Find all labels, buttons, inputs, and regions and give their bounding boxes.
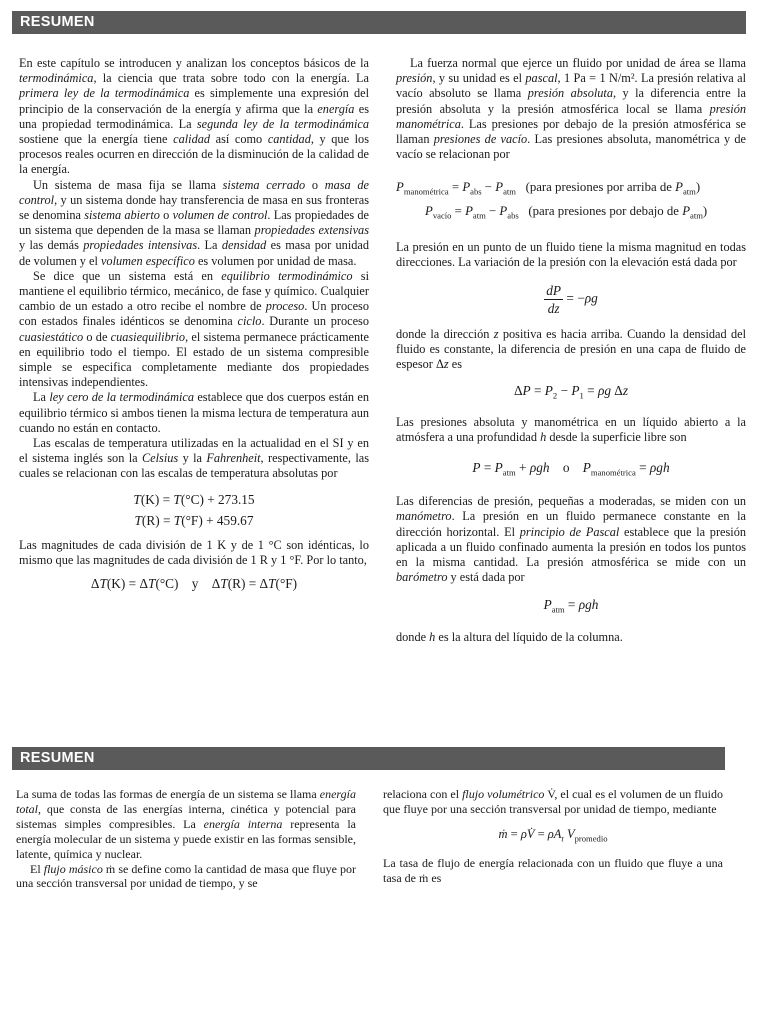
italic-term: energía total bbox=[16, 787, 356, 816]
equation-gauge-pressure: $P_{manométrica} = P_{abs} - P_{atm}$ (para presiones por arriba de $P_{atm}$) bbox=[396, 180, 701, 197]
italic-term: presión absoluta bbox=[527, 86, 613, 101]
italic-term: principio de Pascal bbox=[519, 524, 620, 539]
paragraph: Un sistema de masa fija se llama sistema cerrado o masa de control, y un sistema donde hay transferencia de masa en sus fronteras se denomina sistema abierto o volumen de control. Las propiedades de un sistema que dependen de la masa se llaman propiedades extensivas y las demás propiedades intensivas. La densidad es masa por unidad de volumen y el volumen específico es volumen por unidad de masa. bbox=[19, 177, 370, 268]
italic-term: z bbox=[443, 357, 449, 372]
italic-term: proceso bbox=[265, 299, 305, 314]
paragraph: Las escalas de temperatura utilizadas en la actualidad en el SI y en el sistema inglés son la Celsius y la Fahrenheit, respectivamente, las cuales se relacionan con las escalas de temperatura absolutas por bbox=[19, 436, 369, 481]
section-header-title: RESUMEN bbox=[20, 750, 95, 766]
paragraph: relaciona con el flujo volumétrico V̇, el cual es el volumen de un fluido que fluye por una sección transversal por unidad de tiempo, mediante bbox=[383, 787, 723, 816]
italic-term: cuasiequilibrio bbox=[110, 329, 186, 344]
paragraph: La ley cero de la termodinámica establece que dos cuerpos están en equilibrio térmico si ambos tienen la misma lectura de temperatura aun cuando no están en contacto. bbox=[19, 390, 369, 435]
text-column-1 bbox=[19, 56, 369, 593]
italic-term: densidad bbox=[221, 238, 267, 253]
paragraph: Se dice que un sistema está en equilibrio termodinámico si mantiene el equilibrio térmico, mecánico, de fase y químico. Cualquier cambio de un estado a otro recibe el nombre de proceso. Un proceso con estados finales idénticos se denomina ciclo. Durante un proceso cuasiestático o de cuasiequilibrio, el sistema permanece prácticamente en equilibrio todo el tiempo. El estado de un sistema compresible simple se especifica completamente mediante dos propiedades intensivas independientes. bbox=[19, 268, 369, 390]
italic-term: manómetro bbox=[396, 509, 452, 524]
italic-term: z bbox=[493, 326, 499, 341]
italic-term: pascal bbox=[525, 71, 558, 86]
paragraph: donde la dirección z positiva es hacia arriba. Cuando la densidad del fluido es constante, la diferencia de presión en una capa de fluido de espesor Δz es bbox=[396, 326, 746, 372]
italic-term: flujo másico bbox=[43, 861, 103, 876]
italic-term: h bbox=[540, 430, 547, 445]
paragraph: El flujo másico ṁ se define como la cantidad de masa que fluye por una sección transversal por unidad de tiempo, y se bbox=[16, 861, 356, 891]
italic-term: presiones de vacío bbox=[433, 132, 528, 147]
equation-absolute-pressure: $P = P_{atm} + \rho gh$ o $P_{manométrica} = \rho gh$ bbox=[472, 459, 670, 478]
equation-rankine: T(R) = T(°F) + 459.67 bbox=[134, 512, 254, 528]
italic-term: energía bbox=[317, 101, 355, 116]
text-column-2 bbox=[396, 56, 746, 645]
equation-note: (para presiones por debajo de bbox=[528, 203, 683, 218]
equation-delta-pressure: $\Delta P = P_2 - P_1 = \rho g$ Δz bbox=[513, 382, 629, 401]
italic-term: volumen específico bbox=[100, 253, 195, 268]
italic-term: cantidad bbox=[267, 132, 311, 147]
paragraph: La suma de todas las formas de energía de un sistema se llama energía total, que consta de las energías interna, cinética y potencial para sistemas simples compresibles. La energía interna representa la energía molecular de un sistema y puede existir en las formas sensible, latente, química y nuclear. bbox=[16, 787, 357, 861]
italic-term: sistema abierto bbox=[84, 208, 160, 223]
paragraph: En este capítulo se introducen y analizan los conceptos básicos de la termodinámica, la ciencia que trata sobre todo con la energía. La primera ley de la termodinámica es simplemente una expresión del principio de la conservación de la energía y afirma que la energía es una propiedad termodinámica. La segunda ley de la termodinámica sostiene que la energía tiene calidad así como cantidad, y que los procesos reales ocurren en dirección de la disminución de la calidad de la energía. bbox=[19, 56, 369, 177]
italic-term: energía interna bbox=[203, 816, 283, 831]
italic-term: propiedades extensivas bbox=[254, 223, 369, 238]
italic-term: ciclo bbox=[237, 314, 262, 329]
section-header-resumen bbox=[12, 11, 746, 34]
paragraph: La fuerza normal que ejerce un fluido por unidad de área se llama presión, y su unidad es el pascal, 1 Pa = 1 N/m². La presión relativa al vacío absoluto se llama presión absoluta, y la diferencia entre la presión absoluta y la presión atmosférica local se llama presión manométrica. Las presiones por debajo de la presión atmosférica se llaman presiones de vacío. Las presiones absoluta, manométrica y de vacío se relacionan por bbox=[396, 56, 746, 162]
paragraph: La tasa de flujo de energía relacionada con un fluido que fluye a una tasa de ṁ es bbox=[383, 856, 723, 886]
paragraph: Las diferencias de presión, pequeñas a moderadas, se miden con un manómetro. La presión en un fluido permanece constante en la dirección horizontal. El principio de Pascal establece que la presión aplicada a un fluido confinado aumenta la presión en todos los puntos en la misma cantidad. La presión atmosférica se mide con un barómetro y está dada por bbox=[396, 494, 747, 585]
section-header-title: RESUMEN bbox=[20, 14, 95, 30]
italic-term: Fahrenheit bbox=[206, 451, 261, 466]
equation-delta-temperature: ΔT(K) = ΔT(°C) y ΔT(R) = ΔT(°F) bbox=[90, 576, 298, 592]
italic-term: volumen de control bbox=[172, 208, 268, 223]
equation-atmospheric-pressure: $P_{atm} = \rho gh$ bbox=[543, 597, 599, 616]
equation-gauge-vacuum bbox=[396, 178, 746, 225]
italic-term: masa de control bbox=[19, 177, 370, 207]
italic-term: Celsius bbox=[141, 451, 179, 466]
paragraph: Las magnitudes de cada división de 1 K y de 1 °C son idénticas, lo mismo que las magnitudes de cada división de 1 R y 1 °F. Por lo tanto, bbox=[19, 537, 369, 567]
italic-term: segunda ley de la termodinámica bbox=[196, 116, 369, 131]
equation-dpdz: $\frac{dP}{dz}$ = −ρg bbox=[546, 282, 598, 316]
italic-term: termodinámica bbox=[19, 71, 94, 86]
paragraph: donde h es la altura del líquido de la columna. bbox=[396, 630, 623, 645]
paragraph: La presión en un punto de un fluido tiene la misma magnitud en todas direcciones. La variación de la presión con la elevación está dada por bbox=[396, 239, 746, 269]
italic-term: sistema cerrado bbox=[222, 177, 306, 192]
paragraph: Las presiones absoluta y manométrica en un líquido abierto a la atmósfera a una profundidad h desde la superficie libre son bbox=[396, 415, 746, 445]
italic-term: presión bbox=[396, 71, 433, 86]
italic-term: h bbox=[429, 630, 436, 645]
equation-kelvin: T(K) = T(°C) + 273.15 bbox=[133, 491, 255, 507]
section-header-resumen-2 bbox=[12, 747, 725, 770]
italic-term: cuasiestático bbox=[19, 329, 84, 344]
italic-term: calidad bbox=[173, 132, 211, 147]
equation-vacuum-pressure: $P_{vacío} = P_{atm} - P_{abs}$ (para presiones por debajo de $P_{atm}$) bbox=[425, 203, 708, 221]
equation-mass-flow: ṁ = ρV̇ = $\rho A_t$ $V_{promedio}$ bbox=[498, 826, 608, 844]
italic-term: propiedades intensivas bbox=[83, 238, 198, 253]
equation-note: (para presiones por arriba de bbox=[525, 180, 676, 195]
italic-term: presión manométrica bbox=[396, 101, 746, 131]
text-column-3 bbox=[16, 787, 356, 891]
italic-term: flujo volumétrico bbox=[462, 787, 545, 801]
italic-term: barómetro bbox=[396, 570, 448, 585]
italic-term: primera ley de la termodinámica bbox=[19, 86, 190, 101]
italic-term: ley cero de la termodinámica bbox=[49, 390, 194, 405]
italic-term: equilibrio termodinámico bbox=[221, 268, 353, 283]
text-column-4 bbox=[383, 787, 723, 886]
